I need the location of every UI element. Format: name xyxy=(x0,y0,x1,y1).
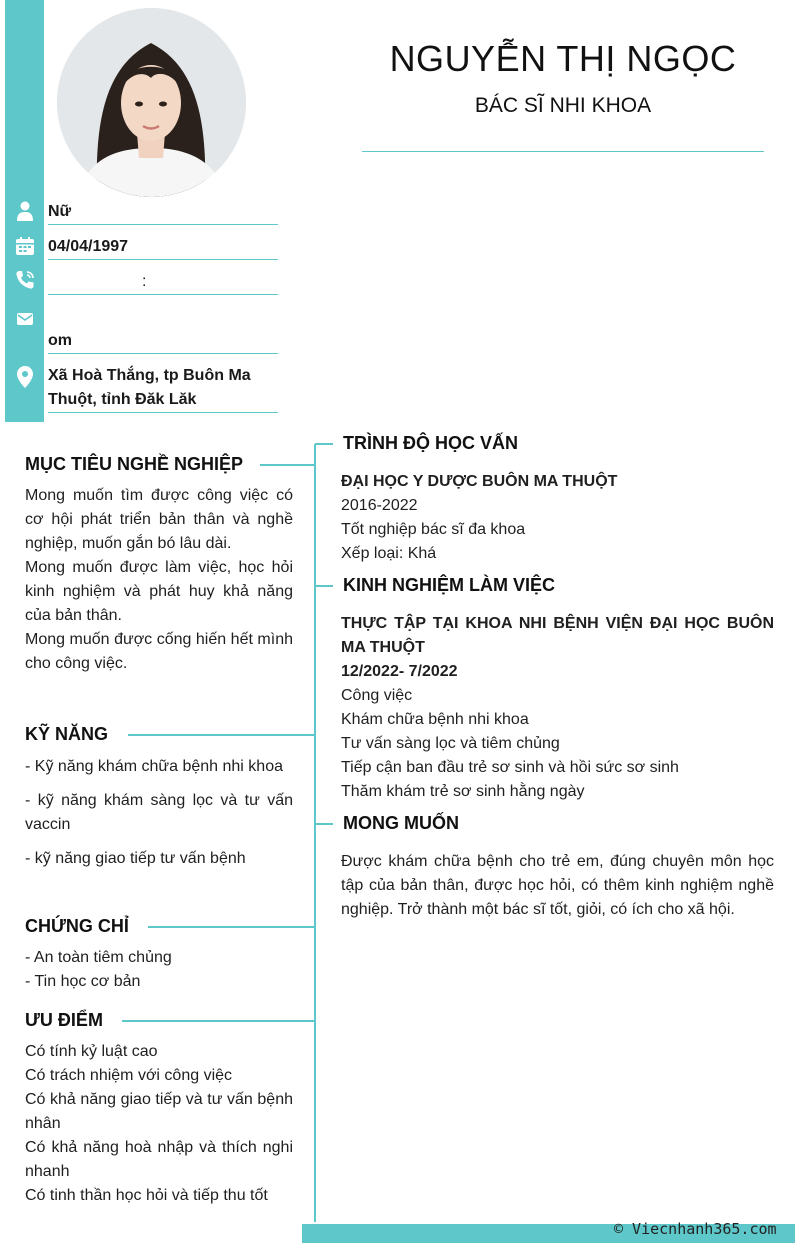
address-field xyxy=(48,364,278,413)
certificate-item: - Tin học cơ bản xyxy=(25,973,141,990)
objective-paragraph: Mong muốn được làm việc, học hỏi kinh nghiệm và phát huy khả năng của bản thân. xyxy=(25,559,293,624)
school-name: ĐẠI HỌC Y DƯỢC BUÔN MA THUỘT xyxy=(341,473,618,490)
timeline-line-right xyxy=(314,444,316,966)
experience-task: Thăm khám trẻ sơ sinh hằng ngày xyxy=(341,783,585,800)
certificates-list xyxy=(25,946,293,994)
experience-block xyxy=(341,612,774,804)
phone-icon xyxy=(5,268,44,292)
experience-task: Khám chữa bệnh nhi khoa xyxy=(341,711,529,728)
skills-connector xyxy=(128,734,315,736)
education-years: 2016-2022 xyxy=(341,497,418,514)
left-accent-strip xyxy=(5,0,44,422)
experience-period: 12/2022- 7/2022 xyxy=(341,663,458,680)
certificates-connector xyxy=(148,926,315,928)
calendar-icon xyxy=(5,234,44,258)
timeline-line-bottom xyxy=(314,966,316,1222)
candidate-name: NGUYỄN THỊ NGỌC xyxy=(389,38,737,79)
certificate-item: - An toàn tiêm chủng xyxy=(25,949,172,966)
header-divider xyxy=(362,151,764,152)
aspiration-connector xyxy=(315,823,333,825)
certificates-title: CHỨNG CHỈ xyxy=(25,916,129,936)
strengths-list xyxy=(25,1040,293,1208)
dob-field: 04/04/1997 xyxy=(48,235,278,260)
skills-list xyxy=(25,755,293,871)
job-title: BÁC SĨ NHI KHOA xyxy=(474,94,652,117)
aspiration-text: Được khám chữa bệnh cho trẻ em, đúng chuyên môn học tập của bản thân, được học hỏi, có thêm kinh nghiệm nghề nghiệp. Trở thành một bác sĩ tốt, giỏi, có ích cho xã hội. xyxy=(341,853,774,918)
strength-item: Có trách nhiệm với công việc xyxy=(25,1067,233,1084)
education-title: TRÌNH ĐỘ HỌC VẤN xyxy=(343,433,518,453)
strength-item: Có tính kỷ luật cao xyxy=(25,1043,158,1060)
objective-title: MỤC TIÊU NGHỀ NGHIỆP xyxy=(25,454,244,474)
person-icon xyxy=(5,199,44,223)
strength-item: Có tinh thần học hỏi và tiếp thu tốt xyxy=(25,1187,268,1204)
profile-photo xyxy=(57,8,246,197)
skill-item: - kỹ năng khám sàng lọc và tư vấn vaccin xyxy=(25,792,293,833)
education-connector xyxy=(315,443,333,445)
experience-position: THỰC TẬP TẠI KHOA NHI BỆNH VIỆN ĐẠI HỌC BUÔN MA THUỘT xyxy=(341,615,774,656)
skills-title: KỸ NĂNG xyxy=(25,724,109,744)
strengths-connector xyxy=(122,1020,315,1022)
objective-connector xyxy=(260,464,315,466)
strengths-title: ƯU ĐIỂM xyxy=(25,1010,103,1030)
education-block xyxy=(341,470,774,566)
location-icon xyxy=(5,365,44,389)
skill-item: - Kỹ năng khám chữa bệnh nhi khoa xyxy=(25,758,283,775)
address-line-2: Thuột, tỉnh Đăk Lăk xyxy=(48,391,197,408)
aspiration-title: MONG MUỐN xyxy=(343,813,459,833)
experience-task: Tư vấn sàng lọc và tiêm chủng xyxy=(341,735,560,752)
strength-item: Có khả năng hoà nhập và thích nghi nhanh xyxy=(25,1139,293,1180)
education-rank: Xếp loại: Khá xyxy=(341,545,437,562)
experience-task: Công việc xyxy=(341,687,413,704)
address-line-1: Xã Hoà Thắng, tp Buôn Ma xyxy=(48,367,251,384)
email-icon xyxy=(5,307,44,331)
objective-text xyxy=(25,484,293,676)
strength-item: Có khả năng giao tiếp và tư vấn bệnh nhân xyxy=(25,1091,293,1132)
copyright-text: © Viecnhanh365.com xyxy=(614,1220,777,1238)
skill-item: - kỹ năng giao tiếp tư vấn bệnh xyxy=(25,850,246,867)
objective-paragraph: Mong muốn tìm được công việc có cơ hội phát triển bản thân và nghề nghiệp, muốn gắn bó lâu dài. xyxy=(25,487,293,552)
education-degree: Tốt nghiệp bác sĩ đa khoa xyxy=(341,521,526,538)
phone-field: : xyxy=(48,270,278,295)
experience-connector xyxy=(315,585,333,587)
gender-field: Nữ xyxy=(48,200,278,225)
email-field: om xyxy=(48,329,278,354)
experience-title: KINH NGHIỆM LÀM VIỆC xyxy=(343,575,556,595)
objective-paragraph: Mong muốn được cống hiến hết mình cho công việc. xyxy=(25,631,293,672)
experience-task: Tiếp cận ban đầu trẻ sơ sinh và hồi sức sơ sinh xyxy=(341,759,679,776)
